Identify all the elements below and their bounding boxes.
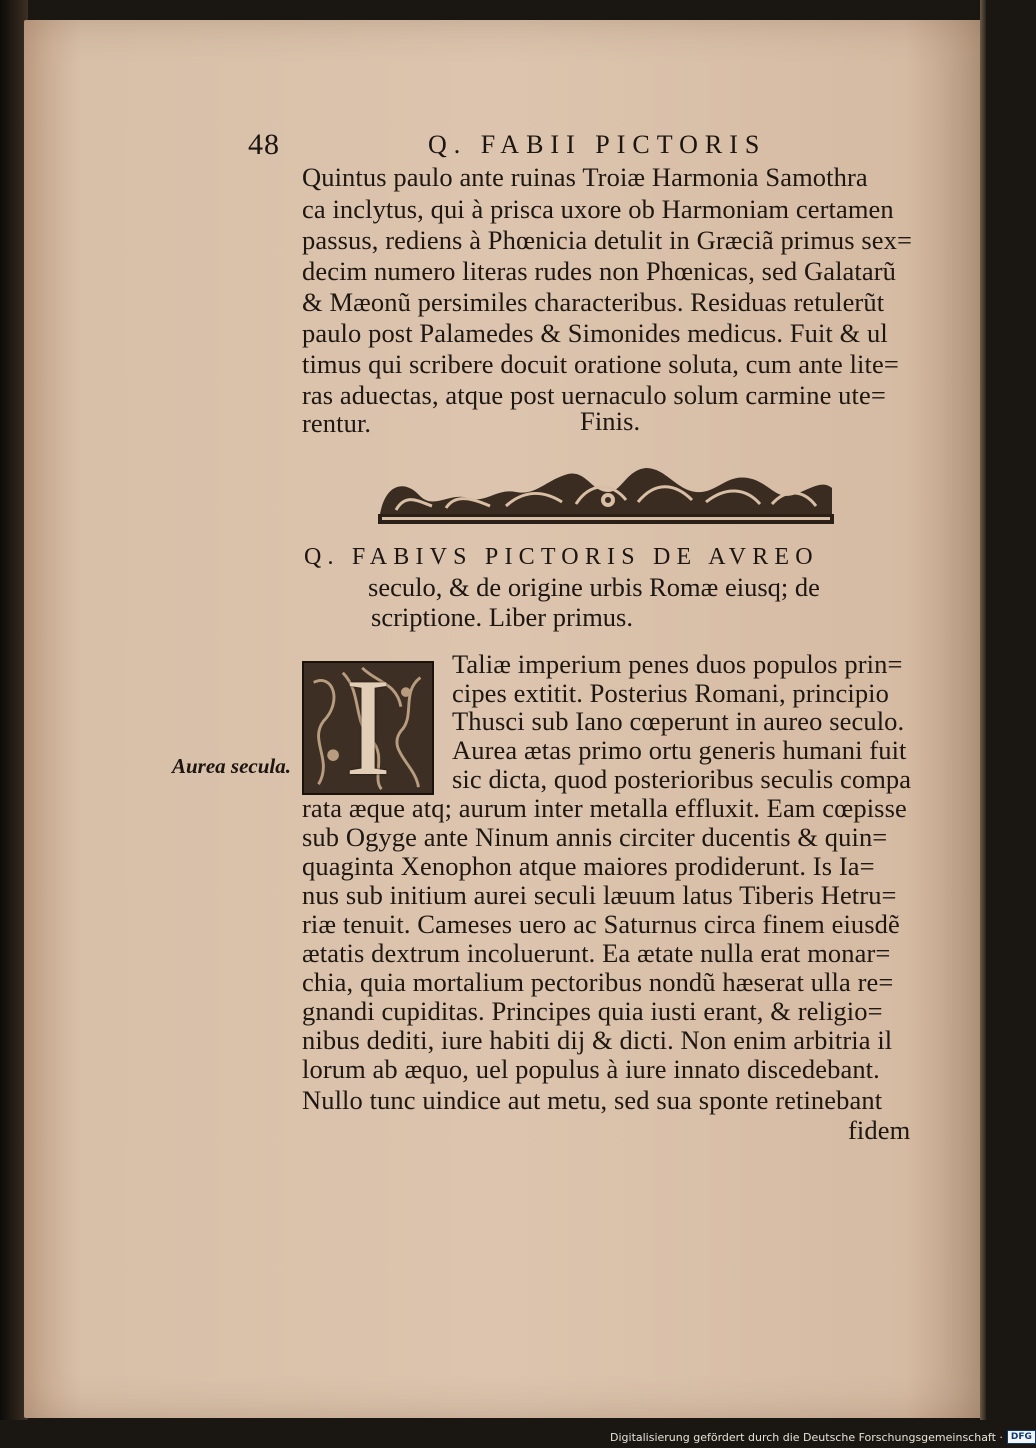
text-line: ætatis dextrum incoluerunt. Ea ætate nulla erat monar= — [302, 938, 891, 968]
text-line: passus, rediens à Phœnicia detulit in Græciã primus sex= — [302, 225, 913, 255]
digitization-footer — [610, 1427, 1036, 1447]
text-line: chia, quia mortalium pectoribus nondũ hæserat ulla re= — [302, 967, 894, 997]
text-line: timus qui scribere docuit oratione soluta, cum ante lite= — [302, 349, 899, 379]
text-line: riæ tenuit. Cameses uero ac Saturnus circa finem eiusdẽ — [302, 909, 900, 939]
text-line: paulo post Palamedes & Simonides medicus. Fuit & ul — [302, 318, 888, 348]
running-title: Q. FABII PICTORIS — [428, 130, 767, 159]
dfg-logo: DFG — [1007, 1430, 1036, 1444]
page-number: 48 — [248, 128, 280, 161]
initial-letter: I — [344, 650, 392, 805]
text-line: quaginta Xenophon atque maiores prodiderunt. Is Ia= — [302, 851, 875, 881]
section-title-line-3: scriptione. Liber primus. — [371, 602, 633, 632]
text-line: ras aduectas, atque post uernaculo solum carmine ute= — [302, 380, 886, 410]
text-line: Thusci sub Iano cœperunt in aureo seculo. — [452, 706, 905, 736]
text-line: Taliæ imperium penes duos populos prin= — [452, 649, 903, 679]
footer-text: Digitalisierung gefördert durch die Deutsche Forschungsgemeinschaft · — [610, 1430, 1003, 1444]
margin-note: Aurea secula. — [172, 754, 292, 778]
text-line: cipes extitit. Posterius Romani, principio — [452, 678, 889, 708]
text-line: lorum ab æquo, uel populus à iure innato discedebant. — [302, 1054, 880, 1084]
section-title: Q. FABIVS PICTORIS DE AVREO — [304, 544, 819, 570]
text-line: decim numero literas rudes non Phœnicas, sed Galatarũ — [302, 256, 897, 286]
text-line: ca inclytus, qui à prisca uxore ob Harmoniam certamen — [302, 194, 894, 224]
text-line: sub Ogyge ante Ninum annis circiter ducentis & quin= — [302, 822, 888, 852]
page-edge — [980, 0, 986, 1420]
text-line: Aurea ætas primo ortu generis humani fuit — [452, 735, 907, 765]
text-line: nibus dediti, iure habiti dij & dicti. Non enim arbitria il — [302, 1025, 893, 1055]
catchword: fidem — [848, 1115, 911, 1145]
ornament-headpiece — [376, 462, 836, 528]
text-line: sic dicta, quod posterioribus seculis compa — [452, 764, 912, 794]
text-line: Quintus paulo ante ruinas Troiæ Harmonia Samothra — [302, 162, 868, 192]
decorated-initial — [302, 650, 434, 805]
text-line: nus sub initium aurei seculi læuum latus Tiberis Hetru= — [302, 880, 897, 910]
section-title-line-2: seculo, & de origine urbis Romæ eiusq; de — [368, 572, 820, 602]
text-line: rentur. — [302, 408, 372, 438]
text-line: rata æque atq; aurum inter metalla effluxit. Eam cœpisse — [302, 793, 907, 823]
text-line: Nullo tunc uindice aut metu, sed sua sponte retinebant — [302, 1085, 883, 1115]
text-line: & Mæonũ persimiles characteribus. Residuas retulerũt — [302, 287, 885, 317]
finis-label: Finis. — [580, 406, 641, 436]
text-line: gnandi cupiditas. Principes quia iusti erant, & religio= — [302, 996, 883, 1026]
